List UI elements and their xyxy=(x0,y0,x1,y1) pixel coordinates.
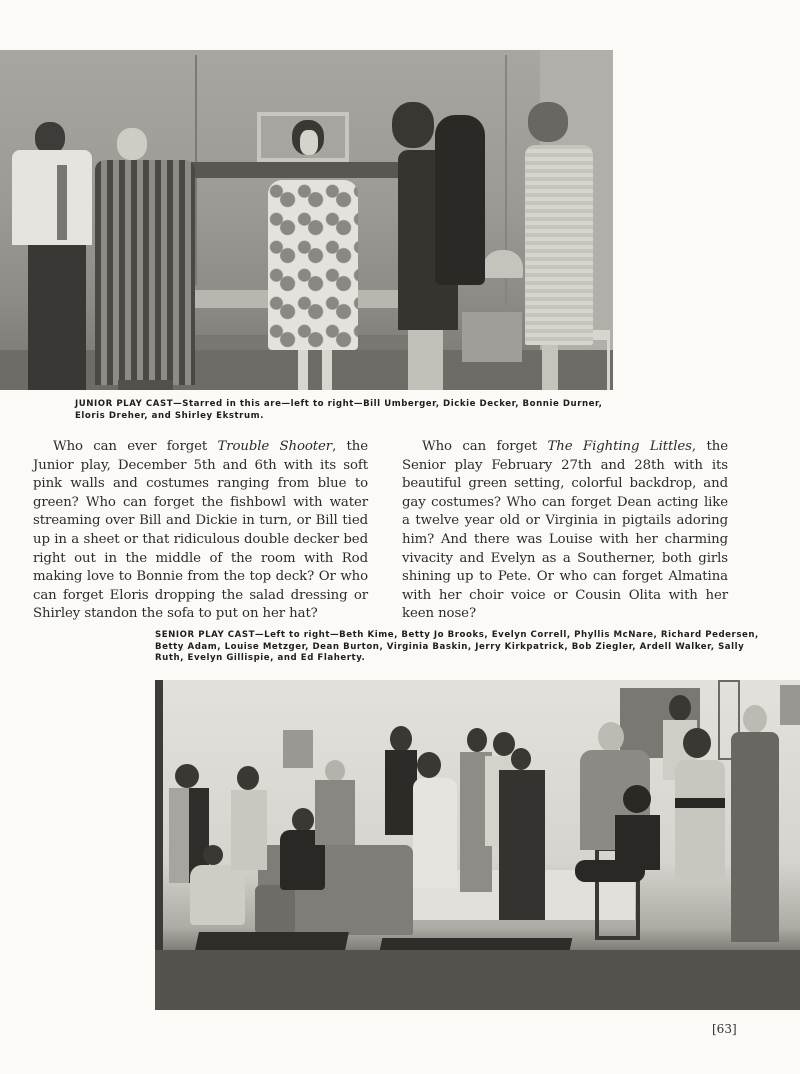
article-right-column xyxy=(402,438,728,624)
senior-play-caption xyxy=(155,630,770,665)
article-text: Who can forget xyxy=(422,439,548,454)
article-text: , the Junior play, December 5th and 6th with its soft pink walls and costumes ranging from blue to green? Who can forget the fishbowl with water streaming over Bill and Dickie in turn, or Bill tied up in a sheet or that ridiculous double decker bed right out in the middle of the room with Rod making love to Bonnie from the top deck? Or who can forget Eloris dropping the salad dressing or Shirley standon the sofa to put on her hat? xyxy=(33,439,368,622)
junior-play-caption xyxy=(75,399,620,422)
article-left-column xyxy=(33,438,368,624)
page-number: [63] xyxy=(712,1022,737,1036)
senior-play-photo xyxy=(155,680,800,1010)
caption-lead: JUNIOR PLAY CAST xyxy=(75,399,174,409)
article-text: , the Senior play February 27th and 28th with its beautiful green setting, colorful backdrop, and gay costumes? Who can forget Dean acting like a twelve year old or Virginia in pigtails adoring him? And there was Louise with her charming vivacity and Evelyn as a Southerner, both girls shining up to Pete. Or who can forget Almatina with her choir voice or Cousin Olita with her keen nose? xyxy=(402,439,729,622)
caption-lead: SENIOR PLAY CAST xyxy=(155,630,255,640)
caption-text: —Left to right—Beth Kime, Betty Jo Brooks, Evelyn Correll, Phyllis McNare, Richard Pedersen, Betty Adam, Louise Metzger, Dean Burton, Virginia Baskin, Jerry Kirkpatrick, Bob Ziegler, Ardell Walker, Sally Ruth, Evelyn Gillispie, and Ed Flaherty. xyxy=(155,630,759,663)
caption-text: —Starred in this are—left to right—Bill Umberger, Dickie Decker, Bonnie Durner, Eloris Dreher, and Shirley Ekstrum. xyxy=(75,399,603,421)
play-title: The Fighting Littles xyxy=(547,439,692,454)
article-text: Who can ever forget xyxy=(53,439,218,454)
play-title: Trouble Shooter xyxy=(217,439,333,454)
junior-play-photo xyxy=(0,50,613,390)
